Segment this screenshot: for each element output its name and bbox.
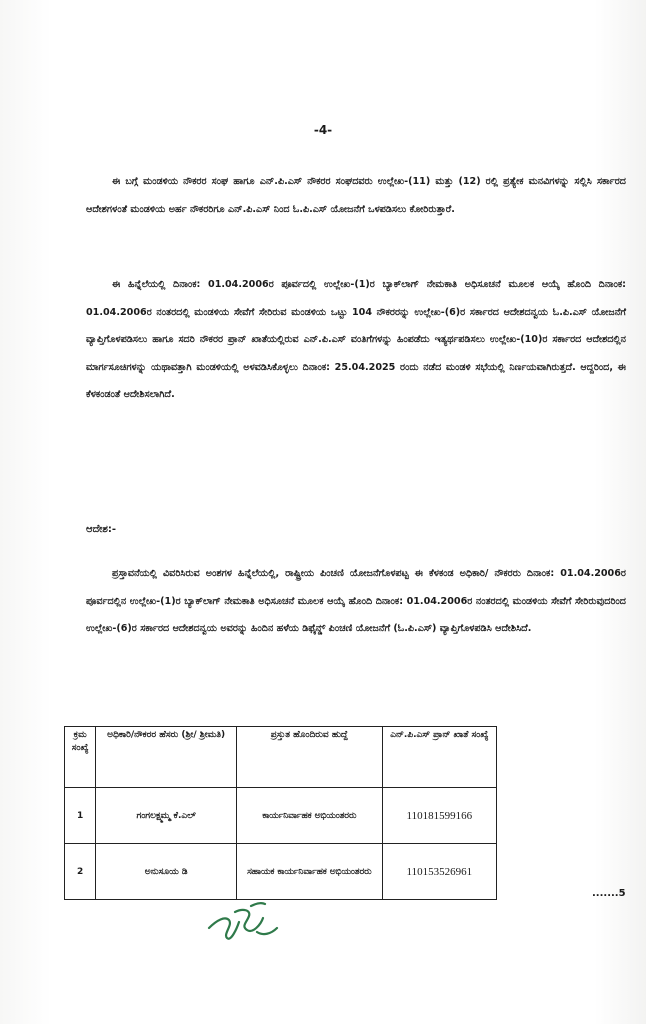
row-serial: 2: [65, 844, 96, 900]
paragraph-background-text: ಈ ಹಿನ್ನೆಲೆಯಲ್ಲಿ ದಿನಾಂಕ: 01.04.2006ರ ಪೂರ್ವದಲ್ಲಿ ಉಲ್ಲೇಖ-(1)ರ ಬ್ಯಾಕ್‌ಲಾಗ್ ನೇಮಕಾತಿ ಅಧಿಸೂಚನೆ ಮೂಲಕ ಆಯ್ಕೆ ಹೊಂದಿ ದಿನಾಂಕ: 01.04.2006ರ ನಂತರದಲ್ಲಿ ಮಂಡಳಿಯ ಸೇವೆಗೆ ಸೇರಿರುವ ಮಂಡಳಿಯ ಒಟ್ಟು 104 ನೌಕರರನ್ನು ಉಲ್ಲೇಖ-(6)ರ ಸರ್ಕಾರದ ಆದೇಶದನ್ವಯ ಓ.ಪಿ.ಎಸ್ ಯೋಜನೆಗೆ ವ್ಯಾಪ್ತಿಗೊಳಪಡಿಸಲು ಹಾಗೂ ಸದರಿ ನೌಕರರ ಪ್ರಾನ್ ಖಾತೆಯಲ್ಲಿರುವ ಎನ್.ಪಿ.ಎಸ್ ವಂತಿಗೆಗಳನ್ನು ಹಿಂಪಡೆದು ಇತ್ಯರ್ಥಪಡಿಸಲು ಉಲ್ಲೇಖ-(10)ರ ಸರ್ಕಾರದ ಆದೇಶದಲ್ಲಿನ ಮಾರ್ಗಸೂಚಿಗಳನ್ನು ಯಥಾವತ್ತಾಗಿ ಮಂಡಳಿಯಲ್ಲಿ ಅಳವಡಿಸಿಕೊಳ್ಳಲು ದಿನಾಂಕ: 25.04.2025 ರಂದು ನಡೆದ ಮಂಡಳಿ ಸಭೆಯಲ್ಲಿ ನಿರ್ಣಯವಾಗಿರುತ್ತದೆ. ಆದ್ದರಿಂದ, ಈ ಕೆಳಕಂಡಂತೆ ಆದೇಶಿಸಲಾಗಿದೆ.: [86, 279, 626, 400]
row-pran: 110181599166: [382, 788, 496, 844]
table-row: [65, 788, 497, 844]
next-page-marker: .......5: [592, 888, 626, 899]
header-name: ಅಧಿಕಾರಿ/ನೌಕರರ ಹೆಸರು (ಶ್ರೀ/ ಶ್ರೀಮತಿ): [96, 727, 237, 788]
row-name: ಅನುಸೂಯ ಡಿ: [96, 844, 237, 900]
table-row: [65, 844, 497, 900]
row-designation: ಕಾರ್ಯನಿರ್ವಾಹಕ ಅಭಿಯಂತರರು: [236, 788, 382, 844]
order-heading: ಆದೇಶ:-: [86, 524, 116, 535]
staff-table: [64, 726, 497, 900]
paragraph-order-text: ಪ್ರಸ್ತಾವನೆಯಲ್ಲಿ ವಿವರಿಸಿರುವ ಅಂಶಗಳ ಹಿನ್ನೆಲೆಯಲ್ಲಿ, ರಾಷ್ಟ್ರೀಯ ಪಿಂಚಣಿ ಯೋಜನೆಗೊಳಪಟ್ಟ ಈ ಕೆಳಕಂಡ ಅಧಿಕಾರಿ/ ನೌಕರರು ದಿನಾಂಕ: 01.04.2006ರ ಪೂರ್ವದಲ್ಲಿನ ಉಲ್ಲೇಖ-(1)ರ ಬ್ಯಾಕ್‌ಲಾಗ್ ನೇಮಕಾತಿ ಅಧಿಸೂಚನೆ ಮೂಲಕ ಆಯ್ಕೆ ಹೊಂದಿ ದಿನಾಂಕ: 01.04.2006ರ ನಂತರದಲ್ಲಿ ಮಂಡಳಿಯ ಸೇವೆಗೆ ಸೇರಿರುವುದರಿಂದ ಉಲ್ಲೇಖ-(6)ರ ಸರ್ಕಾರದ ಆದೇಶದನ್ವಯ ಅವರನ್ನು ಹಿಂದಿನ ಹಳೆಯ ಡಿಫೈನ್ಡ್ ಪಿಂಚಣಿ ಯೋಜನೆಗೆ (ಓ.ಪಿ.ಎಸ್) ವ್ಯಾಪ್ತಿಗೊಳಪಡಿಸಿ ಆದೇಶಿಸಿದೆ.: [86, 568, 626, 634]
row-serial: 1: [65, 788, 96, 844]
signature: [205, 898, 285, 948]
paragraph-request-text: ಈ ಬಗ್ಗೆ ಮಂಡಳಿಯ ನೌಕರರ ಸಂಘ ಹಾಗೂ ಎನ್.ಪಿ.ಎಸ್ ನೌಕರರ ಸಂಘದವರು ಉಲ್ಲೇಖ-(11) ಮತ್ತು (12) ರಲ್ಲಿ ಪ್ರತ್ಯೇಕ ಮನವಿಗಳನ್ನು ಸಲ್ಲಿಸಿ ಸರ್ಕಾರದ ಆದೇಶಗಳಂತೆ ಮಂಡಳಿಯ ಅರ್ಹ ನೌಕರರಿಗೂ ಎನ್.ಪಿ.ಎಸ್ ನಿಂದ ಓ.ಪಿ.ಎಸ್ ಯೋಜನೆಗೆ ಒಳಪಡಿಸಲು ಕೋರಿರುತ್ತಾರೆ.: [86, 176, 626, 215]
table-header-row: [65, 727, 497, 788]
paragraph-order: [86, 560, 626, 643]
page-number: -4-: [313, 123, 333, 137]
header-designation: ಪ್ರಸ್ತುತ ಹೊಂದಿರುವ ಹುದ್ದೆ: [236, 727, 382, 788]
row-pran: 110153526961: [382, 844, 496, 900]
row-designation: ಸಹಾಯಕ ಕಾರ್ಯನಿರ್ವಾಹಕ ಅಭಿಯಂತರರು: [236, 844, 382, 900]
header-pran: ಎನ್.ಪಿ.ಎಸ್ ಪ್ರಾನ್ ಖಾತೆ ಸಂಖ್ಯೆ: [382, 727, 496, 788]
row-name: ಗಂಗಲಕ್ಷ್ಮಮ್ಮ ಕೆ.ಎಲ್: [96, 788, 237, 844]
paragraph-request: [86, 168, 626, 223]
header-serial: ಕ್ರಮ ಸಂಖ್ಯೆ: [65, 727, 96, 788]
paragraph-background: [86, 271, 626, 409]
